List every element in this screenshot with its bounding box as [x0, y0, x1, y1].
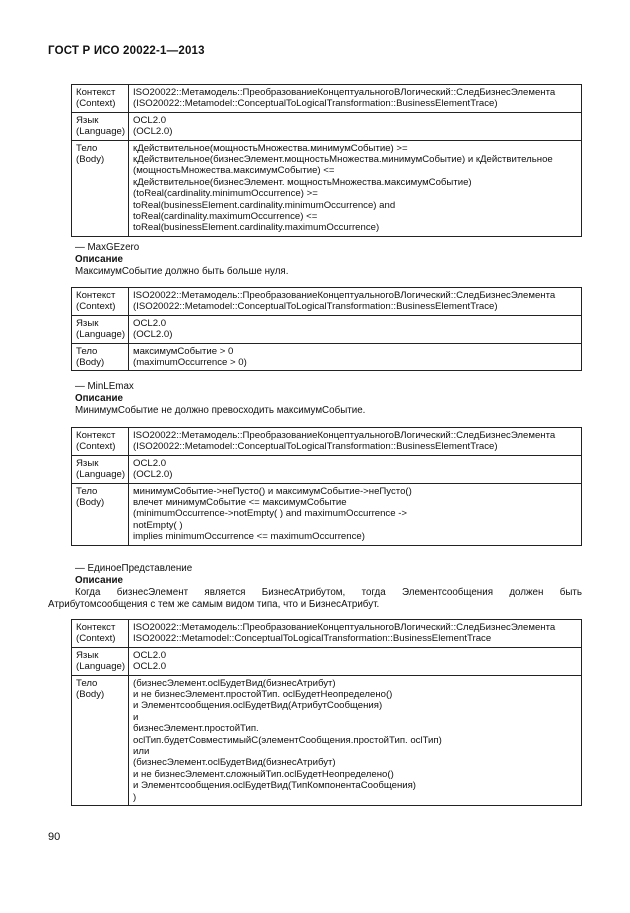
language-row [72, 315, 582, 343]
constraint-table-2 [71, 287, 582, 371]
constraint-table-4 [71, 619, 582, 806]
language-label: Язык (Language) [72, 112, 129, 140]
constraint-name: — ЕдиноеПредставление [75, 563, 193, 574]
constraint-note-2 [75, 381, 365, 417]
constraint-note-3 [48, 563, 582, 611]
constraint-name: — MaxGEzero [75, 242, 140, 253]
language-label: Язык (Language) [72, 647, 129, 675]
page-header: ГОСТ Р ИСО 20022-1—2013 [48, 45, 205, 57]
context-value: ISO20022::Метамодель::ПреобразованиеКонцептуальногоВЛогический::СледБизнесЭлемента (ISO20022::Metamodel::ConceptualToLogicalTransformation::BusinessElementTrace) [129, 428, 582, 456]
description-title: Описание [75, 254, 123, 265]
context-row [72, 620, 582, 648]
context-value: ISO20022::Метамодель::ПреобразованиеКонцептуальногоВЛогический::СледБизнесЭлемента ISO20022::Metamodel::ConceptualToLogicalTransformation::BusinessElementTrace [129, 620, 582, 648]
body-value: минимумСобытие->неПусто() и максимумСобытие->неПусто() влечет минимумСобытие <= максимумСобытие (minimumOccurrence->notEmpty( ) and maximumOccurrence -> notEmpty( ) implies minimumOccurrence <= maximumOccurrence) [129, 483, 582, 545]
description-text: Когда бизнесЭлемент является БизнесАтрибутом, тогда Элементсообщения должен быть Атрибутомсообщения с тем же самым видом типа, что и БизнесАтрибут. [48, 587, 582, 610]
language-row [72, 112, 582, 140]
description-text: МаксимумСобытие должно быть больше нуля. [75, 266, 289, 277]
constraint-table-1 [71, 84, 582, 237]
body-label: Тело (Body) [72, 140, 129, 236]
description-title: Описание [75, 393, 123, 404]
constraint-name: — MinLEmax [75, 381, 134, 392]
body-label: Тело (Body) [72, 483, 129, 545]
body-row [72, 675, 582, 805]
context-value: ISO20022::Метамодель::ПреобразованиеКонцептуальногоВЛогический::СледБизнесЭлемента (ISO20022::Metamodel::ConceptualToLogicalTransformation::BusinessElementTrace) [129, 85, 582, 113]
description-text: МинимумСобытие не должно превосходить максимумСобытие. [75, 405, 366, 416]
language-label: Язык (Language) [72, 455, 129, 483]
language-row [72, 455, 582, 483]
body-row [72, 483, 582, 545]
constraint-note-1 [75, 242, 288, 278]
body-value: максимумСобытие > 0 (maximumOccurrence > 0) [129, 343, 582, 371]
description-title: Описание [75, 575, 123, 586]
language-row [72, 647, 582, 675]
page-number: 90 [48, 831, 61, 843]
context-label: Контекст (Context) [72, 620, 129, 648]
language-value: OCL2.0 (OCL2.0) [129, 315, 582, 343]
context-row [72, 428, 582, 456]
context-label: Контекст (Context) [72, 85, 129, 113]
language-label: Язык (Language) [72, 315, 129, 343]
context-value: ISO20022::Метамодель::ПреобразованиеКонцептуальногоВЛогический::СледБизнесЭлемента (ISO20022::Metamodel::ConceptualToLogicalTransformation::BusinessElementTrace) [129, 288, 582, 316]
body-row [72, 140, 582, 236]
body-row [72, 343, 582, 371]
body-label: Тело (Body) [72, 343, 129, 371]
body-value: кДействительное(мощностьМножества.минимумСобытие) >= кДействительное(бизнесЭлемент.мощностьМножества.минимумСобытие) и кДействительное (мощностьМножества.максимумСобытие) <= кДействительное(бизнесЭлемент. мощностьМножества.максимумСобытие) (toReal(cardinality.minimumOccurrence) >= toReal(businessElement.cardinality.minimumOccurrence) and toReal(cardinality.maximumOccurrence) <= toReal(businessElement.cardinality.maximumOccurrence) [129, 140, 582, 236]
language-value: OCL2.0 OCL2.0 [129, 647, 582, 675]
body-label: Тело (Body) [72, 675, 129, 805]
language-value: OCL2.0 (OCL2.0) [129, 455, 582, 483]
context-label: Контекст (Context) [72, 428, 129, 456]
context-label: Контекст (Context) [72, 288, 129, 316]
constraint-table-3 [71, 427, 582, 546]
body-value: (бизнесЭлемент.oclБудетВид(бизнесАтрибут) и не бизнесЭлемент.простойТип. oclБудетНеопределено() и Элементсообщения.oclБудетВид(АтрибутСообщения) и бизнесЭлемент.простойТип. oclТип.будетСовместимыйС(элементСообщения.простойТип. oclТип) или (бизнесЭлемент.oclБудетВид(бизнесАтрибут) и не бизнесЭлемент.сложныйТип.oclБудетНеопределено() и Элементсообщения.oclБудетВид(ТипКомпонентаСообщения) ) [129, 675, 582, 805]
context-row [72, 288, 582, 316]
context-row [72, 85, 582, 113]
language-value: OCL2.0 (OCL2.0) [129, 112, 582, 140]
